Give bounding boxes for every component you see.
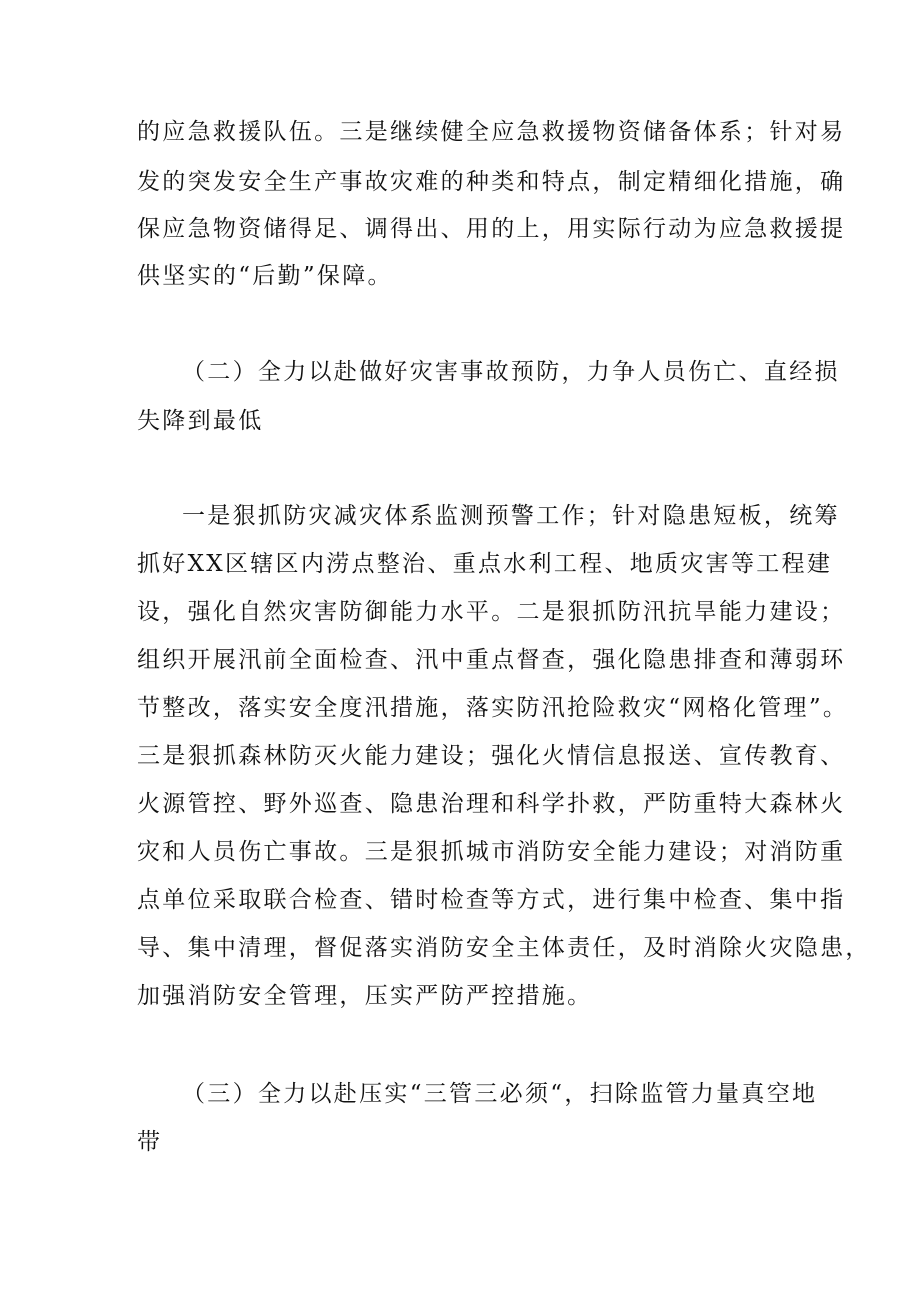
paragraph-2-line: 一是狠抓防灾减灾体系监测预警工作；针对隐患短板，统筹: [182, 503, 840, 529]
section-heading-line: （二）全力以赴做好灾害事故预防，力争人员伤亡、直经损: [182, 359, 840, 385]
paragraph-1-line: 发的突发安全生产事故灾难的种类和特点，制定精细化措施，确: [137, 169, 846, 195]
paragraph-2-line: 设，强化自然灾害防御能力水平。二是狠抓防汛抗旱能力建设；: [137, 599, 846, 625]
paragraph-1-line: 保应急物资储得足、调得出、用的上，用实际行动为应急救援提: [137, 216, 846, 242]
paragraph-2-line: 抓好XX区辖区内涝点整治、重点水利工程、地质灾害等工程建: [137, 551, 833, 577]
paragraph-1-line: 供坚实的“后勤”保障。: [137, 263, 393, 289]
paragraph-2-line: 节整改，落实安全度汛措施，落实防汛抢险救灾“网格化管理”。: [137, 695, 849, 721]
section-heading-line: 失降到最低: [137, 408, 264, 434]
paragraph-2-line: 点单位采取联合检查、错时检查等方式，进行集中检查、集中指: [137, 887, 846, 913]
paragraph-2-line: 火源管控、野外巡查、隐患治理和科学扑救，严防重特大森林火: [137, 791, 846, 817]
paragraph-1-line: 的应急救援队伍。三是继续健全应急救援物资储备体系；针对易: [137, 119, 846, 145]
paragraph-2-line: 导、集中清理，督促落实消防安全主体责任，及时消除火灾隐患，: [137, 935, 871, 961]
section-heading-line: 带: [137, 1129, 163, 1155]
section-heading-line: （三）全力以赴压实“三管三必须“，扫除监管力量真空地: [182, 1081, 818, 1107]
paragraph-2-line: 加强消防安全管理，压实严防严控措施。: [137, 983, 593, 1009]
paragraph-2-line: 灾和人员伤亡事故。三是狠抓城市消防安全能力建设；对消防重: [137, 839, 846, 865]
paragraph-2-line: 组织开展汛前全面检查、汛中重点督查，强化隐患排查和薄弱环: [137, 647, 846, 673]
paragraph-2-line: 三是狠抓森林防灭火能力建设；强化火情信息报送、宣传教育、: [137, 743, 846, 769]
